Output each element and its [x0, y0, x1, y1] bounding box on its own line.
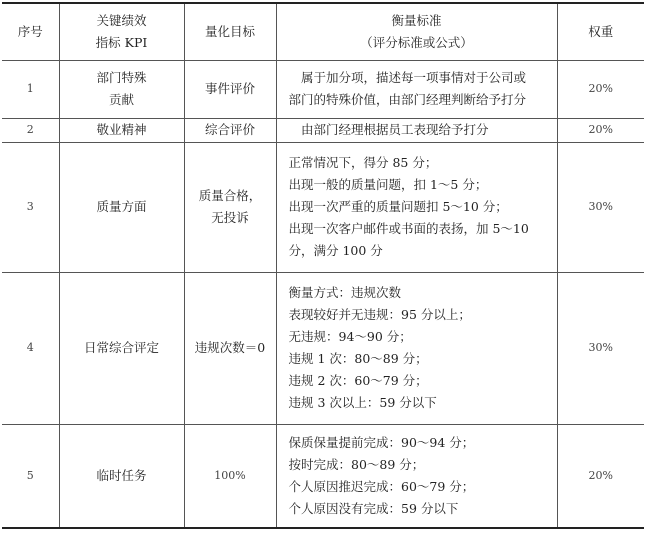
row-standard: [276, 118, 557, 142]
row-kpi-line: 日常综合评定: [83, 340, 159, 355]
header-target: 量化目标: [184, 3, 276, 60]
row-target: [184, 272, 276, 424]
header-kpi-line1: 关键绩效: [96, 12, 147, 28]
row-seq: 5: [2, 424, 59, 528]
row-kpi-line: 部门特殊: [96, 70, 147, 85]
header-kpi: [59, 3, 184, 60]
row-standard-line: 保质保量提前完成：90～94 分；: [288, 434, 475, 450]
row-standard-line: 按时完成：80～89 分；: [288, 456, 425, 472]
row-standard-line: 个人原因推迟完成：60～79 分；: [288, 478, 475, 494]
row-standard-line: 部门的特殊价值，由部门经理判断给予打分: [288, 92, 527, 107]
row-target-line: 无投诉: [211, 210, 249, 225]
row-standard-line: 由部门经理根据员工表现给予打分: [301, 122, 489, 137]
table-row: [2, 142, 644, 272]
row-kpi: [59, 424, 184, 528]
row-target-line: 综合评价: [204, 122, 255, 137]
row-kpi: [59, 272, 184, 424]
row-target-line: 违规次数＝0: [194, 340, 266, 355]
row-weight: 30%: [557, 272, 644, 424]
header-seq: 序号: [2, 3, 59, 60]
table-row: [2, 272, 644, 424]
row-standard: [276, 272, 557, 424]
row-target: [184, 60, 276, 118]
row-standard: [276, 424, 557, 528]
row-standard-line: 分，满分 100 分: [288, 243, 383, 258]
table-row: [2, 424, 644, 528]
row-kpi-line: 临时任务: [96, 467, 147, 483]
row-standard-line: 正常情况下，得分 85 分；: [288, 155, 438, 170]
row-target-line: 事件评价: [204, 81, 255, 96]
header-standard-line2: （评分标准或公式）: [360, 34, 473, 50]
header-kpi-line2: 指标 KPI: [95, 34, 148, 50]
row-standard-line: 衡量方式：违规次数: [288, 285, 402, 300]
row-kpi: [59, 60, 184, 118]
row-standard-line: 违规 2 次：60～79 分；: [288, 373, 428, 388]
table-row: [2, 60, 644, 118]
row-target-line: 100%: [214, 468, 246, 482]
row-target-line: 质量合格，: [198, 188, 262, 203]
row-weight: 20%: [557, 60, 644, 118]
kpi-table: [2, 2, 644, 529]
table-body: [2, 60, 644, 528]
row-standard-line: 出现一次严重的质量问题扣 5～10 分；: [288, 199, 508, 214]
row-kpi: [59, 142, 184, 272]
row-target: [184, 424, 276, 528]
row-kpi: [59, 118, 184, 142]
row-kpi-line: 敬业精神: [96, 122, 147, 137]
header-standard-line1: 衡量标准: [391, 12, 442, 28]
row-seq: 3: [2, 142, 59, 272]
header-row: [2, 3, 644, 60]
row-target: [184, 118, 276, 142]
row-standard: [276, 60, 557, 118]
row-weight: 20%: [557, 424, 644, 528]
row-kpi-line: 质量方面: [96, 199, 147, 214]
row-standard-line: 表现较好并无违规：95 分以上；: [288, 307, 471, 322]
table-row: [2, 118, 644, 142]
row-seq: 1: [2, 60, 59, 118]
row-standard-line: 无违规：94～90 分；: [288, 329, 412, 344]
row-target: [184, 142, 276, 272]
row-standard-line: 出现一次客户邮件或书面的表扬，加 5～10: [288, 221, 529, 236]
row-seq: 2: [2, 118, 59, 142]
row-standard-line: 违规 1 次：80～89 分；: [288, 351, 428, 366]
row-standard-line: 个人原因没有完成：59 分以下: [288, 500, 459, 516]
row-weight: 20%: [557, 118, 644, 142]
header-standard: [276, 3, 557, 60]
row-standard-line: 属于加分项，描述每一项事情对于公司或: [301, 70, 527, 85]
row-standard: [276, 142, 557, 272]
row-standard-line: 出现一般的质量问题，扣 1～5 分；: [288, 177, 488, 192]
row-kpi-line: 贡献: [108, 92, 134, 107]
row-seq: 4: [2, 272, 59, 424]
row-weight: 30%: [557, 142, 644, 272]
row-standard-line: 违规 3 次以上：59 分以下: [288, 395, 437, 410]
header-weight: 权重: [557, 3, 644, 60]
